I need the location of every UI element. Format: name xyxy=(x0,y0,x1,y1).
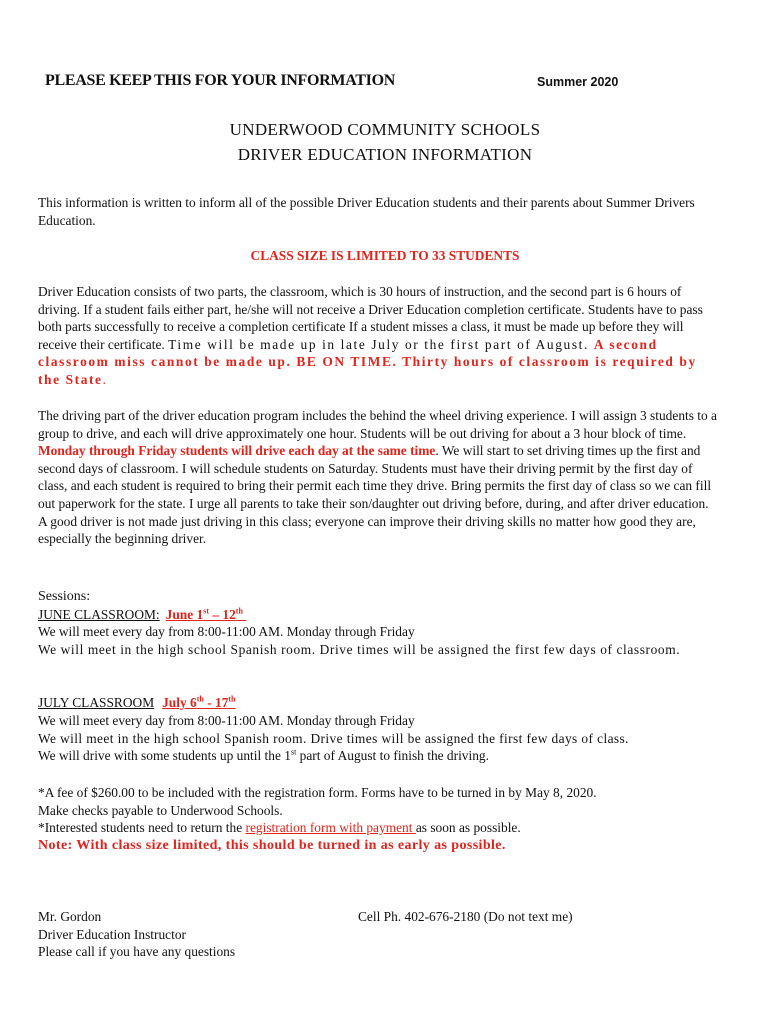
july-session-details xyxy=(38,712,718,765)
driving-paragraph xyxy=(38,407,718,548)
july-meeting-place: We will meet in the high school Spanish room. Drive times will be assigned the first few days of class. xyxy=(38,730,629,746)
return-line: *Interested students need to return the registration form with payment as soon as possible. xyxy=(38,820,521,836)
fees-section xyxy=(38,784,718,837)
classroom-text: Driver Education consists of two parts, the classroom, which is 30 hours of instruction, and the second part is 6 hours of driving. If a student fails either part, he/she will not receive a Driver Education completion certificate. Students have to pass both parts successfully to receive a completion certificate If a student misses a class, it must be made up before they will receive their certificate. xyxy=(38,284,703,352)
program-title: DRIVER EDUCATION INFORMATION xyxy=(237,145,533,164)
intro-paragraph: This information is written to inform all of the possible Driver Education students and their parents about Summer Drivers Education. xyxy=(38,195,695,228)
july-session-header xyxy=(38,694,236,712)
july-driving-note: We will drive with some students up until the 1st part of August to finish the driving. xyxy=(38,747,489,764)
school-title: UNDERWOOD COMMUNITY SCHOOLS xyxy=(229,120,541,139)
cell-phone: Cell Ph. 402-676-2180 (Do not text me) xyxy=(358,909,573,924)
registration-form-text: registration form with payment xyxy=(245,820,416,836)
fee-line: *A fee of $260.00 to be included with the registration form. Forms have to be turned in by May 8, 2020. xyxy=(38,785,597,800)
makeup-text: Time will be made up in late July or the first part of August. xyxy=(168,336,594,352)
keep-notice: PLEASE KEEP THIS FOR YOUR INFORMATION xyxy=(45,72,395,89)
sessions-heading: Sessions: xyxy=(38,589,91,604)
class-size-notice: CLASS SIZE IS LIMITED TO 33 STUDENTS xyxy=(250,248,520,263)
checks-line: Make checks payable to Underwood Schools. xyxy=(38,802,283,818)
june-meeting-time: We will meet every day from 8:00-11:00 AM. Monday through Friday xyxy=(38,624,415,639)
classroom-end: . xyxy=(102,371,106,387)
june-dates: June 1st – 12th xyxy=(165,606,243,622)
driving-schedule-warning: Monday through Friday students will drive each day at the same time xyxy=(38,443,436,459)
july-dates: July 6th - 17th xyxy=(162,694,236,710)
june-session-header xyxy=(38,606,246,624)
classroom-warning: A second classroom miss cannot be made up. BE ON TIME. Thirty hours of classroom is required by the State xyxy=(38,336,697,387)
early-turn-in-note: Note: With class size limited, this should be turned in as early as possible. xyxy=(38,838,506,853)
season-label: Summer 2020 xyxy=(537,75,619,89)
july-meeting-time: We will meet every day from 8:00-11:00 AM. Monday through Friday xyxy=(38,713,415,728)
instructor-name: Mr. Gordon xyxy=(38,909,102,924)
instructor-role: Driver Education Instructor xyxy=(38,926,186,942)
driving-text-2: . We will start to set driving times up the first and second days of classroom. I will schedule students on Saturday. Students must have their driving permit by the first day of class, and each student is required to bring their permit each time they drive. Bring permits the first day of class so we can fill out paperwork for the state. I urge all parents to take their son/daughter out driving before, during, and after driver education. A good driver is not made just driving in this class; everyone can improve their driving skills no matter how good they are, especially the beginning driver. xyxy=(38,443,712,547)
driving-text-1: The driving part of the driver education program includes the behind the wheel driving experience. I will assign 3 students to a group to drive, and each will drive approximately one hour. Students will be out driving for about a 3 hour block of time. xyxy=(38,408,718,441)
june-session-details xyxy=(38,623,718,658)
contact-note: Please call if you have any questions xyxy=(38,944,236,960)
july-label: JULY CLASSROOM xyxy=(38,695,155,710)
june-meeting-place: We will meet in the high school Spanish room. Drive times will be assigned the first few days of classroom. xyxy=(38,641,681,657)
june-label: JUNE CLASSROOM: xyxy=(38,607,160,622)
classroom-paragraph xyxy=(38,283,718,389)
